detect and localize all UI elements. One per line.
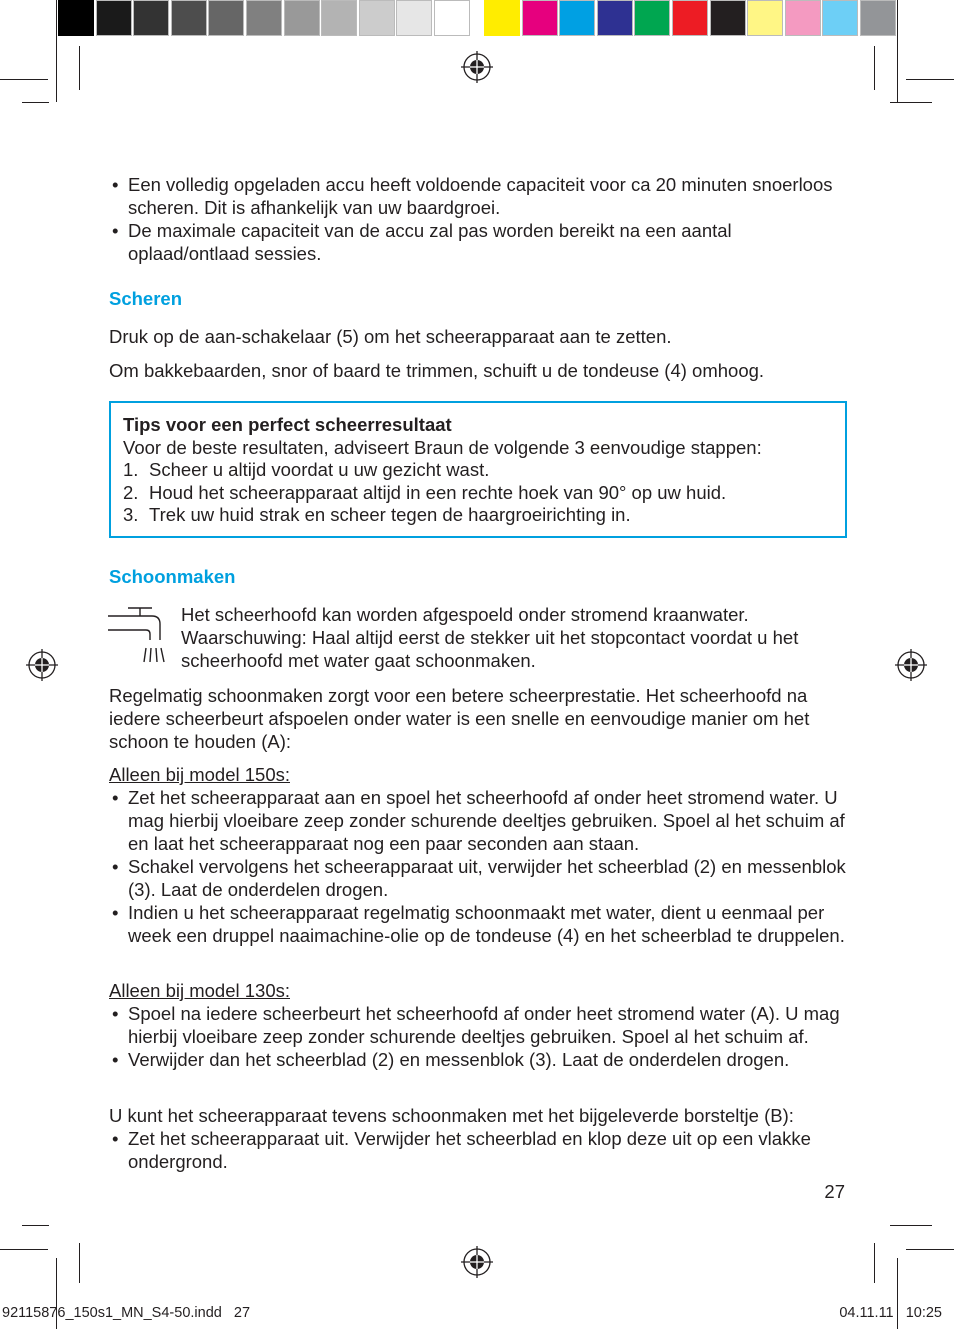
color-swatch [396, 0, 432, 36]
color-swatch [484, 0, 520, 36]
warning-text: Het scheerhoofd kan worden afgespoeld onder stromend kraanwater. Waarschuwing: Haal altijd eerst de stekker uit het stopcontact voordat u het scheerhoofd met water gaat schoonmaken. [181, 604, 799, 671]
registration-mark-icon [461, 51, 493, 83]
color-swatch [434, 0, 470, 36]
color-swatch [634, 0, 670, 36]
tips-box [109, 401, 847, 538]
section-heading-schoonmaken: Schoonmaken [109, 566, 236, 587]
list-item: • Zet het scheerapparaat uit. Verwijder het scheerblad en klop deze uit op een vlakke ondergrond. [109, 1127, 849, 1173]
color-swatch [559, 0, 595, 36]
color-swatch [208, 0, 244, 36]
list-item: • Schakel vervolgens het scheerapparaat uit, verwijder het scheerblad (2) en messenblok (3). Laat de onderdelen drogen. [109, 855, 849, 901]
tips-steps [123, 459, 833, 527]
color-swatch [284, 0, 320, 36]
list-item: • Indien u het scheerapparaat regelmatig schoonmaakt met water, dient u eenmaal per week een druppel naaimachine-olie op de tondeuse (4) en het scheerblad te druppelen. [109, 901, 849, 947]
list-item: 2. Houd het scheerapparaat altijd in een rechte hoek van 90° op uw huid. [123, 481, 727, 503]
footer-date: 04.11.11 10:25 [839, 1305, 942, 1321]
model-150s-label: Alleen bij model 150s: [109, 764, 290, 785]
gray-color-bar [58, 0, 472, 38]
color-swatch [785, 0, 821, 36]
color-swatch [246, 0, 282, 36]
color-swatch [860, 0, 896, 36]
tips-intro: Voor de beste resultaten, adviseert Braun de volgende 3 eenvoudige stappen: [123, 436, 762, 458]
tips-title: Tips voor een perfect scheerresultaat [123, 414, 452, 435]
model-130s-section [109, 979, 849, 1071]
model-150s-section [109, 763, 849, 947]
registration-mark-icon [26, 649, 58, 681]
color-swatch [96, 0, 132, 36]
model-130s-label: Alleen bij model 130s: [109, 980, 290, 1001]
paragraph: U kunt het scheerapparaat tevens schoonmaken met het bijgeleverde borsteltje (B): [109, 1105, 794, 1126]
color-swatch [747, 0, 783, 36]
intro-bullets [109, 173, 849, 265]
color-swatch [321, 0, 357, 36]
footer-file-info: 92115876_150s1_MN_S4-50.indd 27 [2, 1305, 251, 1321]
paragraph: Om bakkebaarden, snor of baard te trimmen, schuift u de tondeuse (4) omhoog. [109, 360, 765, 381]
registration-mark-icon [461, 1246, 493, 1278]
list-item: • Een volledig opgeladen accu heeft voldoende capaciteit voor ca 20 minuten snoerloos scheren. Dit is afhankelijk van uw baardgroei. [109, 173, 849, 219]
page-number: 27 [824, 1181, 845, 1202]
paragraph: Druk op de aan-schakelaar (5) om het scheerapparaat aan te zetten. [109, 326, 672, 347]
list-item: • Spoel na iedere scheerbeurt het scheerhoofd af onder heet stromend water (A). U mag hierbij vloeibare zeep zonder schurende deeltjes gebruiken. Spoel al het schuim af. [109, 1002, 849, 1048]
list-item: • De maximale capaciteit van de accu zal pas worden bereikt na een aantal oplaad/ontlaad sessies. [109, 219, 849, 265]
list-item: • Zet het scheerapparaat aan en spoel het scheerhoofd af onder heet stromend water. U mag hierbij vloeibare zeep zonder schurende deeltjes gebruiken. Spoel al het schuim af en laat het scheerapparaat nog een paar seconden aan staan. [109, 786, 849, 855]
color-swatch [171, 0, 207, 36]
color-swatch [522, 0, 558, 36]
registration-mark-icon [895, 649, 927, 681]
list-item: 1. Scheer u altijd voordat u uw gezicht wast. [123, 459, 490, 480]
section-heading-scheren: Scheren [109, 288, 183, 309]
list-item: • Verwijder dan het scheerblad (2) en messenblok (3). Laat de onderdelen drogen. [109, 1048, 849, 1071]
color-swatch [822, 0, 858, 36]
process-color-bar [484, 0, 898, 38]
color-swatch [597, 0, 633, 36]
brush-section [109, 1104, 849, 1173]
list-item: 3. Trek uw huid strak en scheer tegen de haargroeirichting in. [123, 504, 631, 525]
color-swatch [710, 0, 746, 36]
color-swatch [58, 0, 94, 36]
color-swatch [672, 0, 708, 36]
color-swatch [359, 0, 395, 36]
color-swatch [133, 0, 169, 36]
paragraph: Regelmatig schoonmaken zorgt voor een betere scheerprestatie. Het scheerhoofd na iedere scheerbeurt afspoelen onder water is een snelle en eenvoudige manier om het schoon te houden (A): [109, 685, 810, 752]
water-tap-icon [108, 606, 166, 666]
